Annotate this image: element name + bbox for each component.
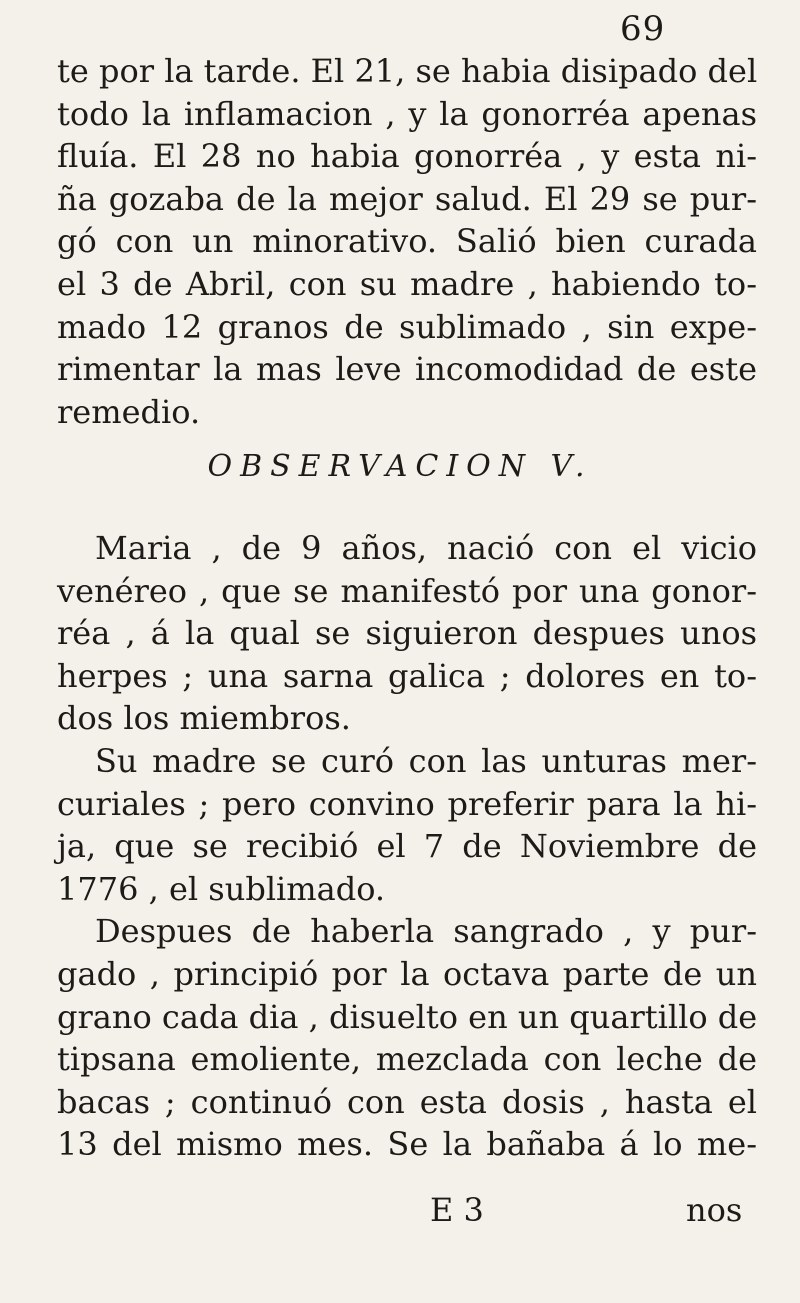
text-line: gado , principió por la octava parte de un <box>57 954 757 993</box>
continued-paragraph <box>57 50 757 433</box>
text-line: te por la tarde. El 21, se habia disipado del <box>57 52 758 90</box>
catchword: nos <box>686 1191 743 1229</box>
text-line: el 3 de Abril, con su madre , habiendo to- <box>57 264 757 303</box>
section-heading: OBSERVACION V. <box>207 449 593 484</box>
text-line: ja, que se recibió el 7 de Noviembre de <box>57 827 757 866</box>
text-line: todo la inflamacion , y la gonorréa apenas <box>57 94 757 133</box>
text-line: Su madre se curó con las unturas mer- <box>95 741 757 780</box>
text-line: bacas ; continuó con esta dosis , hasta el <box>57 1082 757 1121</box>
text-line: ña gozaba de la mejor salud. El 29 se pur- <box>57 179 757 218</box>
text-line: 13 del mismo mes. Se la bañaba á lo me- <box>57 1125 757 1164</box>
text-line: mado 12 granos de sublimado , sin expe- <box>57 307 757 346</box>
text-line: herpes ; una sarna galica ; dolores en to- <box>57 656 757 695</box>
text-line: rimentar la mas leve incomodidad de este <box>57 350 757 389</box>
text-line: Despues de haberla sangrado , y pur- <box>95 912 757 951</box>
text-line: tipsana emoliente, mezclada con leche de <box>57 1040 757 1079</box>
paragraph <box>57 740 757 910</box>
text-line: fluía. El 28 no habia gonorréa , y esta ni- <box>57 137 757 176</box>
text-line: gó con un minorativo. Salió bien curada <box>57 222 757 261</box>
text-line: grano cada dia , disuelto en un quartillo de <box>57 997 758 1036</box>
paragraph <box>57 910 757 1166</box>
signature-mark: E 3 <box>430 1191 484 1229</box>
text-line: remedio. <box>57 392 201 431</box>
text-line: curiales ; pero convino preferir para la hi- <box>57 784 757 823</box>
section-body <box>57 527 757 1166</box>
page-footer <box>0 1190 800 1230</box>
text-line: dos los miembros. <box>57 699 351 738</box>
text-line: venéreo , que se manifestó por una gonor- <box>57 571 757 610</box>
paragraph <box>57 527 757 740</box>
page-number: 69 <box>620 9 666 49</box>
text-line: réa , á la qual se siguieron despues unos <box>57 614 757 653</box>
text-line: Maria , de 9 años, nació con el vicio <box>95 529 757 567</box>
text-line: 1776 , el sublimado. <box>57 869 386 908</box>
